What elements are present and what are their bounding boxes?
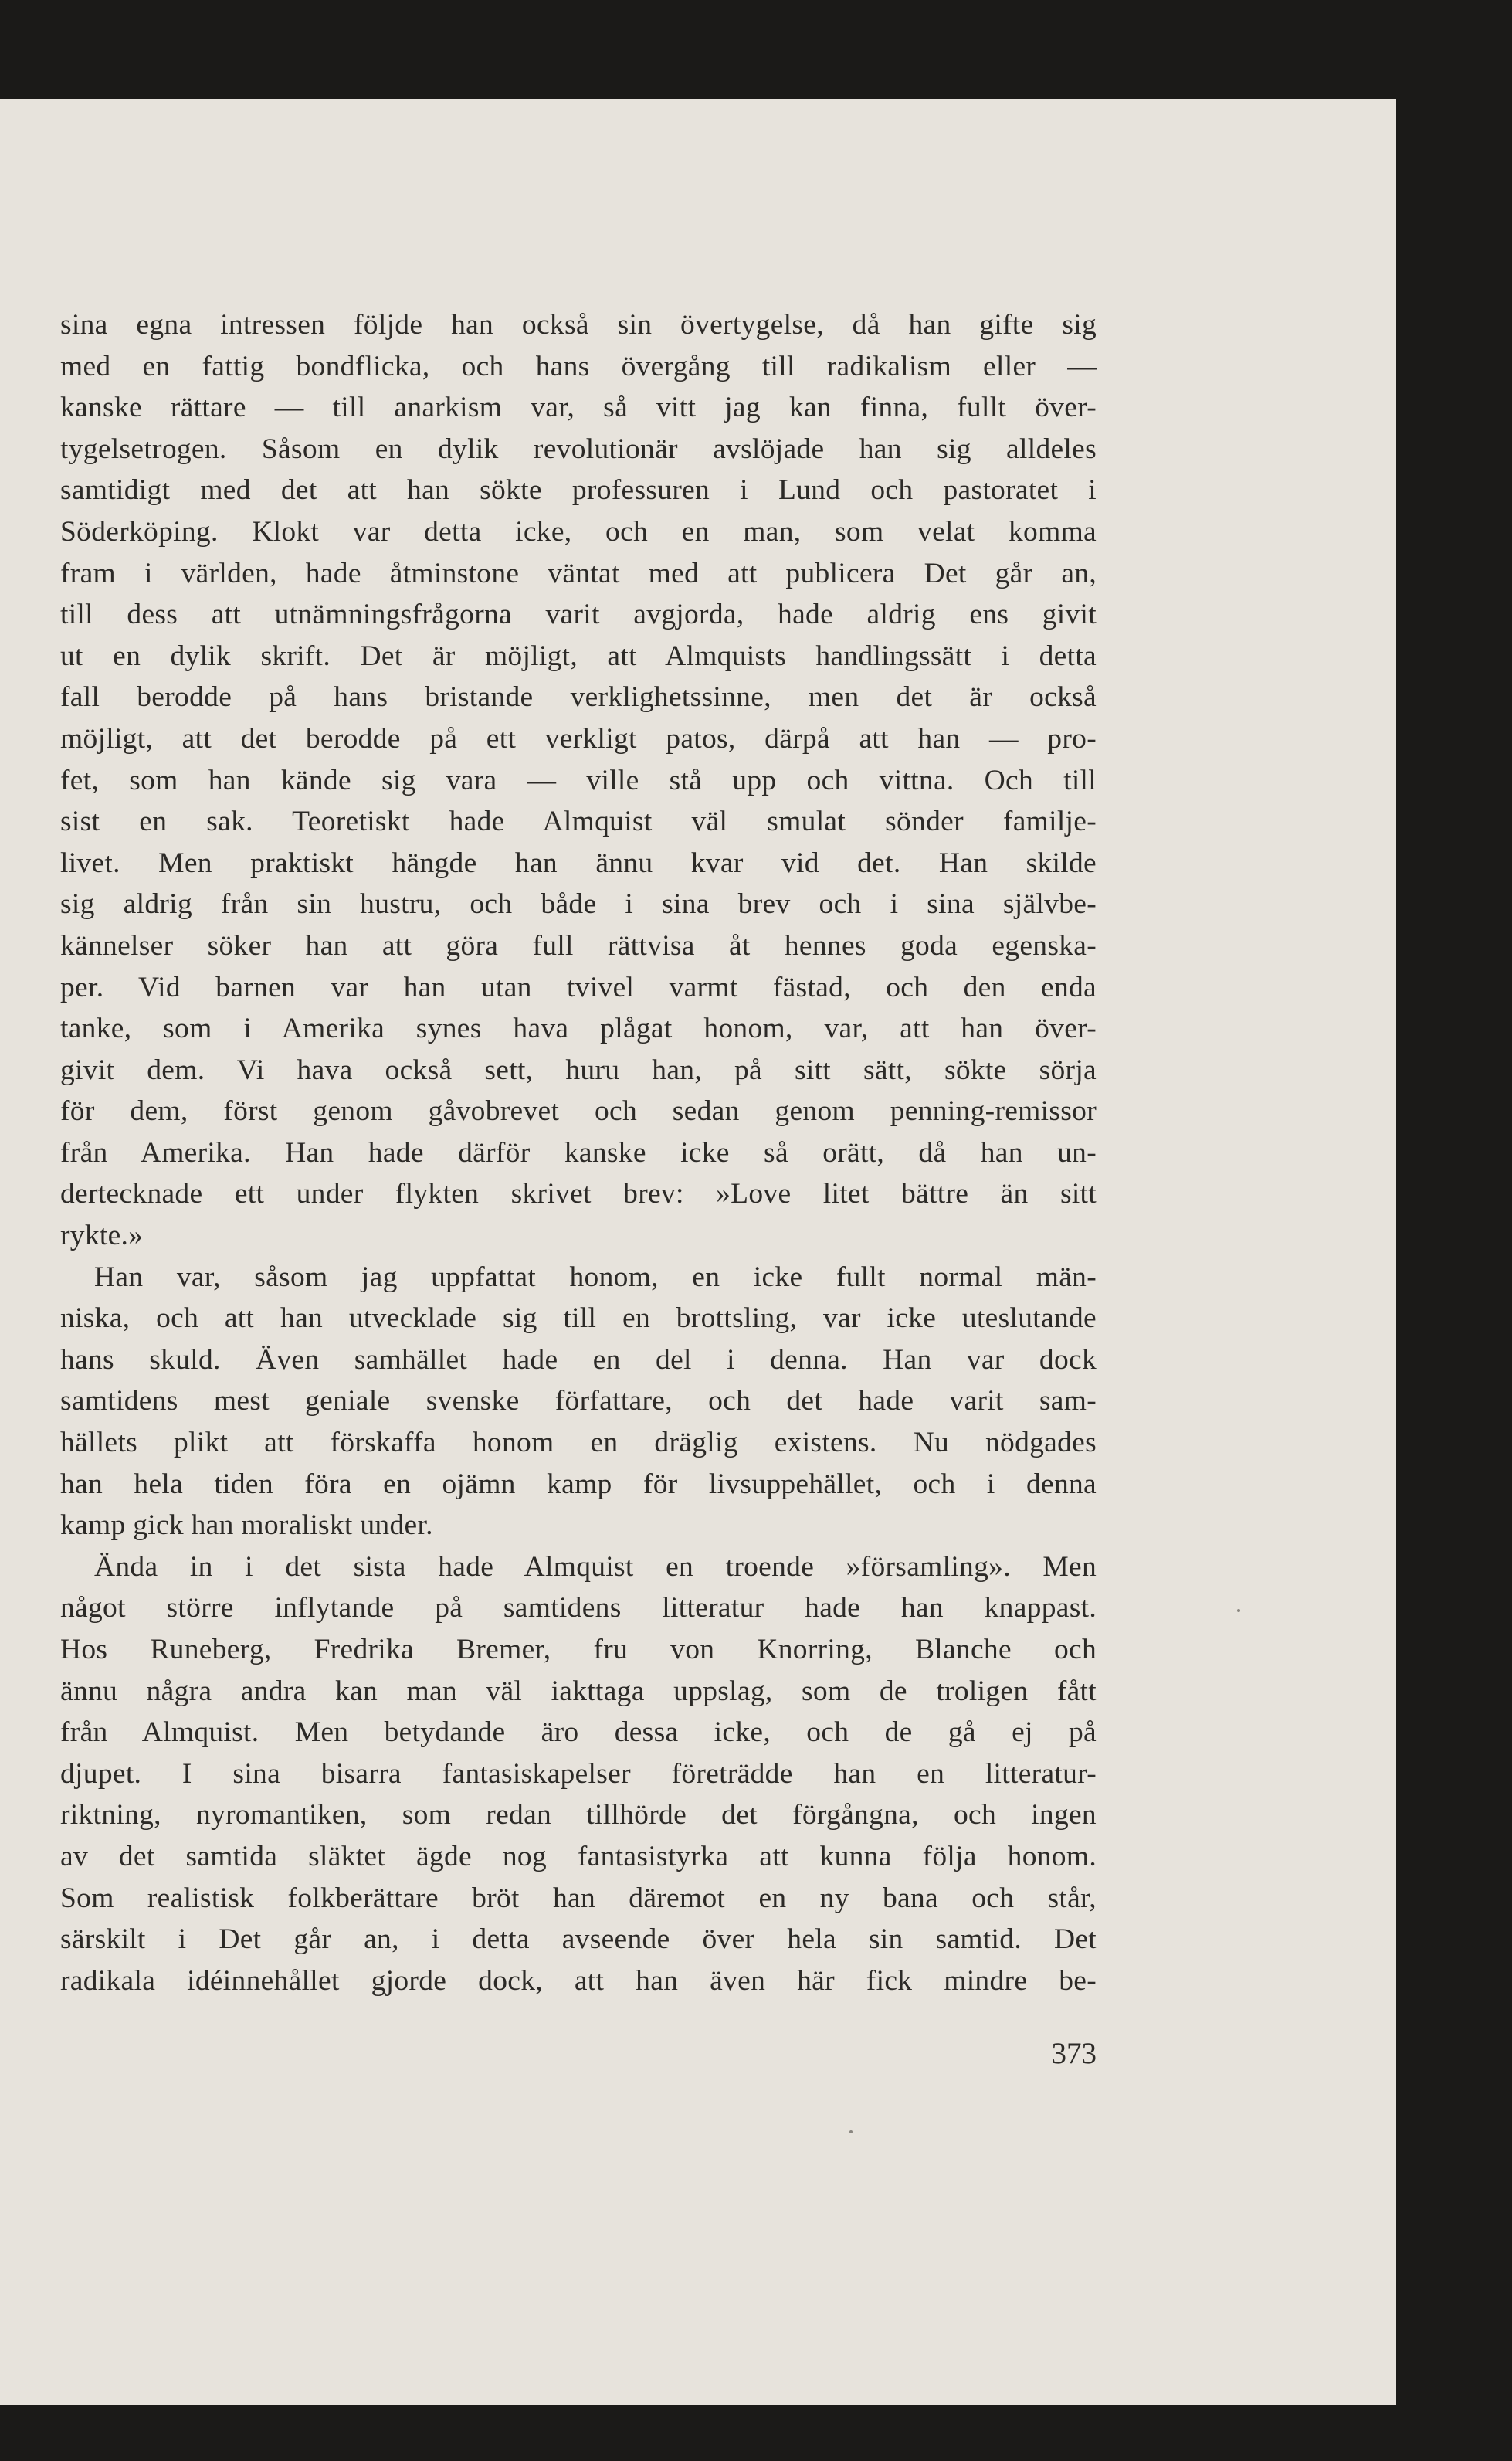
text-line: tygelsetrogen. Såsom en dylik revolutionär avslöjade han sig alldeles — [60, 433, 1097, 465]
text-line: fet, som han kände sig vara — ville stå upp och vittna. Och till — [60, 764, 1097, 796]
text-line: till dess att utnämningsfrågorna varit avgjorda, hade aldrig ens givit — [60, 599, 1097, 631]
paper-speck — [849, 2130, 853, 2133]
text-line: givit dem. Vi hava också sett, huru han, på sitt sätt, sökte sörja — [60, 1054, 1097, 1086]
text-line: särskilt i Det går an, i detta avseende över hela sin samtid. Det — [60, 1923, 1097, 1956]
text-line: han hela tiden föra en ojämn kamp för livsuppehället, och i denna — [60, 1468, 1097, 1500]
text-line: radikala idéinnehållet gjorde dock, att han även här fick mindre be- — [60, 1964, 1097, 1997]
text-line: Söderköping. Klokt var detta icke, och en man, som velat komma — [60, 515, 1097, 548]
text-line: ännu några andra kan man väl iakttaga uppslag, som de troligen fått — [60, 1675, 1097, 1707]
text-line: sina egna intressen följde han också sin övertygelse, då han gifte sig — [60, 309, 1097, 341]
text-line: kamp gick han moraliskt under. — [60, 1509, 433, 1542]
text-line: tanke, som i Amerika synes hava plågat honom, var, att han över- — [60, 1013, 1097, 1045]
text-line: sist en sak. Teoretiskt hade Almquist väl smulat sönder familje- — [60, 806, 1097, 838]
page-number: 373 — [1051, 2037, 1097, 2070]
text-line: Ända in i det sista hade Almquist en troende »församling». Men — [94, 1550, 1097, 1583]
text-line: av det samtida släktet ägde nog fantasistyrka att kunna följa honom. — [60, 1840, 1097, 1872]
text-line: Han var, såsom jag uppfattat honom, en icke fullt normal män- — [94, 1261, 1097, 1293]
text-line: ut en dylik skrift. Det är möjligt, att Almquists handlingssätt i detta — [60, 640, 1097, 672]
text-line: dertecknade ett under flykten skrivet brev: »Love litet bättre än sitt — [60, 1178, 1097, 1210]
paper-speck — [1237, 1609, 1240, 1612]
text-line: livet. Men praktiskt hängde han ännu kvar vid det. Han skilde — [60, 847, 1097, 879]
text-line: Som realistisk folkberättare bröt han däremot en ny bana och står, — [60, 1882, 1097, 1914]
text-line: hällets plikt att förskaffa honom en dräglig existens. Nu nödgades — [60, 1427, 1097, 1459]
text-line: från Almquist. Men betydande äro dessa icke, och de gå ej på — [60, 1716, 1097, 1749]
text-line: djupet. I sina bisarra fantasiskapelser företrädde han en litteratur- — [60, 1757, 1097, 1790]
text-line: kanske rättare — till anarkism var, så vitt jag kan finna, fullt över- — [60, 392, 1097, 424]
text-line: fall berodde på hans bristande verklighetssinne, men det är också — [60, 681, 1097, 714]
text-line: Hos Runeberg, Fredrika Bremer, fru von Knorring, Blanche och — [60, 1634, 1097, 1665]
text-line: niska, och att han utvecklade sig till en brottsling, var icke uteslutande — [60, 1302, 1097, 1335]
text-line: fram i världen, hade åtminstone väntat med att publicera Det går an, — [60, 557, 1097, 589]
body-text — [60, 304, 1097, 2001]
text-line: med en fattig bondflicka, och hans övergång till radikalism eller — — [60, 350, 1097, 382]
book-page — [0, 99, 1396, 2405]
text-line: något större inflytande på samtidens litteratur hade han knappast. — [60, 1592, 1097, 1624]
text-line: per. Vid barnen var han utan tvivel varmt fästad, och den enda — [60, 971, 1097, 1003]
text-line: möjligt, att det berodde på ett verkligt patos, därpå att han — pro- — [60, 722, 1097, 755]
text-line: sig aldrig från sin hustru, och både i sina brev och i sina självbe- — [60, 888, 1097, 921]
text-line: hans skuld. Även samhället hade en del i denna. Han var dock — [60, 1343, 1097, 1376]
text-line: rykte.» — [60, 1220, 144, 1252]
text-line: kännelser söker han att göra full rättvisa åt hennes goda egenska- — [60, 929, 1097, 962]
text-line: från Amerika. Han hade därför kanske icke så orätt, då han un- — [60, 1136, 1097, 1169]
text-line: samtidens mest geniale svenske författare, och det hade varit sam- — [60, 1385, 1097, 1417]
text-line: samtidigt med det att han sökte professuren i Lund och pastoratet i — [60, 474, 1097, 507]
text-line: för dem, först genom gåvobrevet och sedan genom penning-remissor — [60, 1095, 1097, 1128]
text-line: riktning, nyromantiken, som redan tillhörde det förgångna, och ingen — [60, 1799, 1097, 1831]
